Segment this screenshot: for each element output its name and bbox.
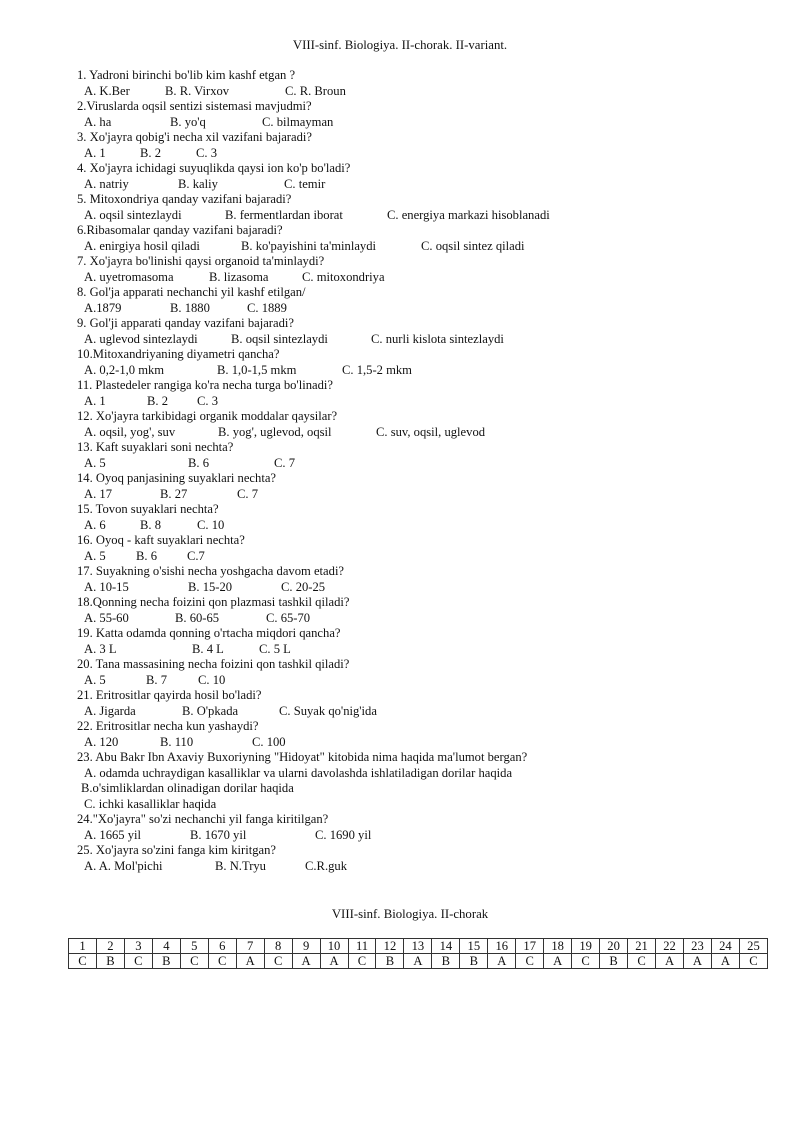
answer-option: C. 7 xyxy=(237,486,258,501)
question-options xyxy=(77,642,777,658)
answer-key-number-cell: 5 xyxy=(180,939,208,954)
question-options xyxy=(77,580,777,596)
answer-option: C. 1889 xyxy=(247,300,287,315)
question-options xyxy=(77,549,777,565)
answer-option: A. 0,2-1,0 mkm xyxy=(84,362,165,377)
answer-option: A. 10-15 xyxy=(84,579,129,594)
answer-option: C.R.guk xyxy=(305,858,347,873)
answer-option: B. lizasoma xyxy=(209,269,269,284)
answer-key-number-cell: 2 xyxy=(96,939,124,954)
question-options xyxy=(77,115,777,131)
answer-key-number-cell: 25 xyxy=(739,939,767,954)
question-text: 2.Viruslarda oqsil sentizi sistemasi mavjudmi? xyxy=(77,99,312,113)
question-options xyxy=(77,239,777,255)
question-text: 14. Oyoq panjasining suyaklari nechta? xyxy=(77,471,276,485)
answer-option: A. 1665 yil xyxy=(84,827,142,842)
answer-key-answer-cell: A xyxy=(683,954,711,969)
answer-option: B. kaliy xyxy=(178,176,218,191)
answer-option: C. 3 xyxy=(197,393,218,408)
answer-option: A. odamda uchraydigan kasalliklar va ularni davolashda ishlatiladigan dorilar haqida xyxy=(84,765,513,780)
answer-option: A. 1 xyxy=(84,393,106,408)
answer-option: A.1879 xyxy=(84,300,122,315)
answer-option: A. uglevod sintezlaydi xyxy=(84,331,198,346)
answer-option: A. 5 xyxy=(84,548,106,563)
answer-key-number-cell: 17 xyxy=(516,939,544,954)
answer-option: A. 6 xyxy=(84,517,106,532)
answer-key-answer-cell: C xyxy=(348,954,376,969)
question-options xyxy=(77,859,777,875)
question-text: 17. Suyakning o'sishi necha yoshgacha davom etadi? xyxy=(77,564,345,578)
page-title: VIII-sinf. Biologiya. II-chorak. II-variant. xyxy=(292,38,508,52)
answer-key-answer-cell: A xyxy=(320,954,348,969)
answer-option: B. 60-65 xyxy=(175,610,220,625)
answer-key-answer-cell: C xyxy=(739,954,767,969)
answer-option: C. 1,5-2 mkm xyxy=(342,362,412,377)
answer-option: B. 8 xyxy=(140,517,161,532)
answer-key-answer-cell: B xyxy=(600,954,628,969)
question-options xyxy=(77,673,777,689)
answer-key-answer-cell: C xyxy=(180,954,208,969)
answer-option: C. 1690 yil xyxy=(315,827,372,842)
answer-option: C. mitoxondriya xyxy=(302,269,385,284)
question-text: 25. Xo'jayra so'zini fanga kim kiritgan? xyxy=(77,843,276,857)
question-options xyxy=(77,146,777,162)
answer-key-answer-cell: B xyxy=(96,954,124,969)
answer-key-answer-cell: A xyxy=(236,954,264,969)
answer-option: C. temir xyxy=(284,176,326,191)
answer-key-answer-cell: C xyxy=(572,954,600,969)
answer-option: A. oqsil sintezlaydi xyxy=(84,207,182,222)
question-options xyxy=(77,177,777,193)
question-text: 16. Oyoq - kaft suyaklari nechta? xyxy=(77,533,245,547)
question-options xyxy=(77,766,777,813)
answer-key-number-cell: 13 xyxy=(404,939,432,954)
answer-key-number-cell: 1 xyxy=(69,939,97,954)
answer-option: C. 10 xyxy=(198,672,226,687)
question-options xyxy=(77,270,777,286)
answer-key-number-cell: 23 xyxy=(683,939,711,954)
answer-key-number-cell: 4 xyxy=(152,939,180,954)
answer-option: B. R. Virxov xyxy=(165,83,230,98)
answer-key-answer-cell: C xyxy=(516,954,544,969)
question-list xyxy=(77,68,777,874)
answer-key-title: VIII-sinf. Biologiya. II-chorak xyxy=(331,907,489,921)
answer-option: B. yo'q xyxy=(170,114,206,129)
answer-key-answer-cell: A xyxy=(711,954,739,969)
answer-option: C. energiya markazi hisoblanadi xyxy=(387,207,550,222)
answer-key-number-cell: 19 xyxy=(572,939,600,954)
answer-key-answer-cell: C xyxy=(69,954,97,969)
answer-option: C. oqsil sintez qiladi xyxy=(421,238,525,253)
question-text: 1. Yadroni birinchi bo'lib kim kashf etgan ? xyxy=(77,68,296,82)
question-text: 7. Xo'jayra bo'linishi qaysi organoid ta'minlaydi? xyxy=(77,254,325,268)
answer-option: B. 7 xyxy=(146,672,167,687)
answer-key-number-cell: 10 xyxy=(320,939,348,954)
answer-option: A. enirgiya hosil qiladi xyxy=(84,238,200,253)
answer-option: B. 15-20 xyxy=(188,579,233,594)
answer-option: C. 65-70 xyxy=(266,610,311,625)
answer-key-answer-cell: B xyxy=(376,954,404,969)
answer-option: A. A. Mol'pichi xyxy=(84,858,163,873)
question-options xyxy=(77,487,777,503)
question-options xyxy=(77,518,777,534)
question-options xyxy=(77,84,777,100)
question-text: 13. Kaft suyaklari soni nechta? xyxy=(77,440,234,454)
question-text: 20. Tana massasining necha foizini qon tashkil qiladi? xyxy=(77,657,350,671)
answer-key-number-cell: 14 xyxy=(432,939,460,954)
answer-option: B. ko'payishini ta'minlaydi xyxy=(241,238,377,253)
answer-key-number-cell: 8 xyxy=(264,939,292,954)
question-options xyxy=(77,394,777,410)
answer-key-answers-row xyxy=(69,954,768,969)
answer-option: A. natriy xyxy=(84,176,129,191)
answer-option: B. 1880 xyxy=(170,300,210,315)
answer-key-number-cell: 21 xyxy=(628,939,656,954)
answer-key-answer-cell: A xyxy=(404,954,432,969)
answer-option: C. 100 xyxy=(252,734,286,749)
question-text: 4. Xo'jayra ichidagi suyuqlikda qaysi ion ko'p bo'ladi? xyxy=(77,161,351,175)
answer-key-number-cell: 24 xyxy=(711,939,739,954)
question-options xyxy=(77,301,777,317)
answer-key-answer-cell: A xyxy=(656,954,684,969)
question-text: 18.Qonning necha foizini qon plazmasi tashkil qiladi? xyxy=(77,595,350,609)
question-text: 11. Plastedeler rangiga ko'ra necha turga bo'linadi? xyxy=(77,378,333,392)
answer-option: B. 1670 yil xyxy=(190,827,247,842)
answer-key-number-cell: 9 xyxy=(292,939,320,954)
answer-key-number-cell: 6 xyxy=(208,939,236,954)
answer-option: B. O'pkada xyxy=(182,703,239,718)
answer-option: C. nurli kislota sintezlaydi xyxy=(371,331,504,346)
answer-key-number-cell: 12 xyxy=(376,939,404,954)
question-text: 12. Xo'jayra tarkibidagi organik moddalar qaysilar? xyxy=(77,409,338,423)
question-options xyxy=(77,332,777,348)
answer-option: B. fermentlardan iborat xyxy=(225,207,343,222)
answer-option: A. 5 xyxy=(84,455,106,470)
answer-option: C. 3 xyxy=(196,145,217,160)
answer-key-number-cell: 20 xyxy=(600,939,628,954)
answer-option: A. K.Ber xyxy=(84,83,130,98)
question-text: 6.Ribasomalar qanday vazifani bajaradi? xyxy=(77,223,283,237)
answer-key-answer-cell: B xyxy=(152,954,180,969)
question-text: 24."Xo'jayra" so'zi nechanchi yil fanga kiritilgan? xyxy=(77,812,329,826)
answer-option: C. bilmayman xyxy=(262,114,334,129)
question-options xyxy=(77,611,777,627)
question-text: 9. Gol'ji apparati qanday vazifani bajaradi? xyxy=(77,316,294,330)
answer-option: B. 6 xyxy=(136,548,157,563)
answer-option: A. ha xyxy=(84,114,112,129)
answer-key-answer-cell: C xyxy=(208,954,236,969)
answer-key-answer-cell: B xyxy=(460,954,488,969)
answer-option: B. 110 xyxy=(160,734,194,749)
answer-key-answer-cell: C xyxy=(628,954,656,969)
answer-key-answer-cell: B xyxy=(432,954,460,969)
answer-option: B.o'simliklardan olinadigan dorilar haqida xyxy=(81,781,294,795)
answer-option: C. ichki kasalliklar haqida xyxy=(84,796,217,811)
answer-option: A. 55-60 xyxy=(84,610,129,625)
question-options xyxy=(77,735,777,751)
answer-option: A. uyetromasoma xyxy=(84,269,174,284)
answer-option: A. oqsil, yog', suv xyxy=(84,424,176,439)
answer-option: B. 2 xyxy=(147,393,168,408)
answer-key-answer-cell: A xyxy=(544,954,572,969)
question-text: 21. Eritrositlar qayirda hosil bo'ladi? xyxy=(77,688,262,702)
answer-option: B. 6 xyxy=(188,455,209,470)
answer-key-number-cell: 18 xyxy=(544,939,572,954)
question-text: 23. Abu Bakr Ibn Axaviy Buxoriyning "Hidoyat" kitobida nima haqida ma'lumot bergan? xyxy=(77,750,528,764)
answer-option: A. 5 xyxy=(84,672,106,687)
answer-key-answer-cell: C xyxy=(124,954,152,969)
answer-option: A. 3 L xyxy=(84,641,117,656)
answer-option: C. R. Broun xyxy=(285,83,346,98)
answer-option: B. yog', uglevod, oqsil xyxy=(218,424,332,439)
question-text: 19. Katta odamda qonning o'rtacha miqdori qancha? xyxy=(77,626,341,640)
answer-option: A. 120 xyxy=(84,734,119,749)
question-options xyxy=(77,828,777,844)
answer-key-answer-cell: A xyxy=(488,954,516,969)
answer-option: C. suv, oqsil, uglevod xyxy=(376,424,486,439)
answer-option: A. 17 xyxy=(84,486,112,501)
question-text: 5. Mitoxondriya qanday vazifani bajaradi? xyxy=(77,192,292,206)
question-text: 15. Tovon suyaklari nechta? xyxy=(77,502,219,516)
answer-option: C. 7 xyxy=(274,455,295,470)
answer-option: B. N.Tryu xyxy=(215,858,266,873)
question-options xyxy=(77,456,777,472)
answer-option: C.7 xyxy=(187,548,205,563)
question-options xyxy=(77,704,777,720)
question-options xyxy=(77,363,777,379)
answer-option: C. 10 xyxy=(197,517,225,532)
answer-option: B. 27 xyxy=(160,486,188,501)
answer-key-answer-cell: A xyxy=(292,954,320,969)
answer-key-answer-cell: C xyxy=(264,954,292,969)
answer-key-number-cell: 7 xyxy=(236,939,264,954)
answer-option: B. oqsil sintezlaydi xyxy=(231,331,328,346)
answer-option: A. Jigarda xyxy=(84,703,136,718)
answer-key-table xyxy=(68,938,768,969)
question-text: 22. Eritrositlar necha kun yashaydi? xyxy=(77,719,259,733)
question-options xyxy=(77,425,777,441)
question-text: 10.Mitoxandriyaning diyametri qancha? xyxy=(77,347,280,361)
answer-key-number-cell: 16 xyxy=(488,939,516,954)
answer-option: B. 1,0-1,5 mkm xyxy=(217,362,297,377)
answer-option: C. Suyak qo'nig'ida xyxy=(279,703,377,718)
answer-key-numbers-row xyxy=(69,939,768,954)
answer-option: B. 4 L xyxy=(192,641,224,656)
question-text: 8. Gol'ja apparati nechanchi yil kashf etilgan/ xyxy=(77,285,306,299)
question-text: 3. Xo'jayra qobig'i necha xil vazifani bajaradi? xyxy=(77,130,312,144)
answer-key-number-cell: 11 xyxy=(348,939,376,954)
answer-option: C. 20-25 xyxy=(281,579,326,594)
question-options xyxy=(77,208,777,224)
answer-key-number-cell: 22 xyxy=(656,939,684,954)
answer-option: C. 5 L xyxy=(259,641,291,656)
answer-key-number-cell: 15 xyxy=(460,939,488,954)
answer-option: A. 1 xyxy=(84,145,106,160)
answer-key-number-cell: 3 xyxy=(124,939,152,954)
answer-option: B. 2 xyxy=(140,145,161,160)
